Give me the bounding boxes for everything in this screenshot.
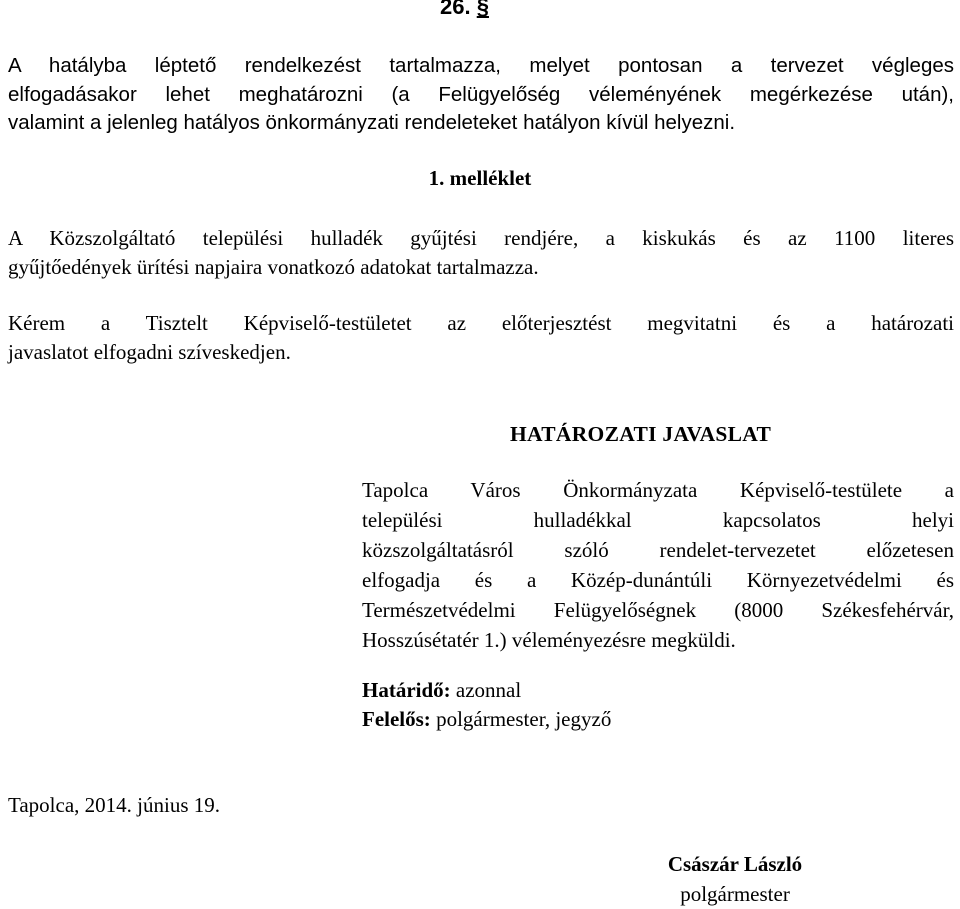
resolution-line: elfogadja és a Közép-dunántúli Környezetvédelmi és xyxy=(362,568,954,592)
annex-line: gyűjtőedények ürítési napjaira vonatkozó adatokat tartalmazza. xyxy=(8,254,539,279)
resolution-line: Tapolca Város Önkormányzata Képviselő-testülete a xyxy=(362,478,954,502)
signatory-name: Császár László xyxy=(667,852,803,876)
resolution-line: települési hulladékkal kapcsolatos helyi xyxy=(362,508,954,532)
request-line: javaslatot elfogadni szíveskedjen. xyxy=(8,339,291,364)
intro-line: A hatályba léptető rendelkezést tartalmazza, melyet pontosan a tervezet végleges xyxy=(8,54,954,77)
signatory-block xyxy=(600,849,870,909)
place-date: Tapolca, 2014. június 19. xyxy=(8,793,220,817)
section-symbol: § xyxy=(476,0,489,19)
intro-line: valamint a jelenleg hatályos önkormányzati rendeleteket hatályon kívül helyezni. xyxy=(8,111,736,134)
request-paragraph xyxy=(8,309,954,366)
deadline-label: Határidő: xyxy=(362,678,451,702)
resolution-title: HATÁROZATI JAVASLAT xyxy=(510,422,772,446)
resolution-body xyxy=(362,475,954,655)
annex-paragraph xyxy=(8,224,954,281)
signatory-title: polgármester xyxy=(680,882,790,906)
section-number: 26. xyxy=(440,0,471,19)
resolution-line: Hosszúsétatér 1.) véleményezésre megküldi. xyxy=(362,628,736,652)
intro-line: elfogadásakor lehet meghatározni (a Felügyelőség véleményének megérkezése után), xyxy=(8,82,954,106)
annex-title: 1. melléklet xyxy=(428,166,532,190)
responsible-label: Felelős: xyxy=(362,707,431,731)
annex-line: A Közszolgáltató települési hulladék gyűjtési rendjére, a kiskukás és az 1100 literes xyxy=(8,226,954,250)
responsible-line xyxy=(362,707,611,732)
resolution-line: Természetvédelmi Felügyelőségnek (8000 Székesfehérvár, xyxy=(362,598,954,622)
responsible-value: polgármester, jegyző xyxy=(430,707,612,731)
request-line: Kérem a Tisztelt Képviselő-testületet az előterjesztést megvitatni és a határozati xyxy=(8,311,954,335)
deadline-line xyxy=(362,678,521,703)
intro-paragraph xyxy=(8,52,954,138)
resolution-line: közszolgáltatásról szóló rendelet-tervezetet előzetesen xyxy=(362,538,954,562)
deadline-value: azonnal xyxy=(450,678,522,702)
section-heading xyxy=(440,0,489,20)
